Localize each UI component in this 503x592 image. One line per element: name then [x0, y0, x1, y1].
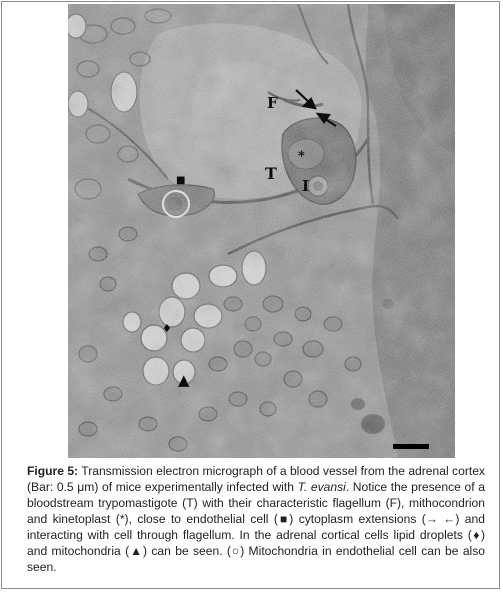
figure-caption	[27, 463, 485, 575]
scale-bar	[393, 444, 429, 449]
label-endothelial-cell: ■	[176, 175, 186, 186]
figure-frame	[1, 1, 500, 589]
label-mitochondria: ▲	[178, 371, 190, 389]
caption-label: Figure 5:	[27, 464, 79, 478]
caption-text-1: Transmission electron micrograph of a blood vessel from the adrenal cortex (Bar: 0.5 μm) of mice experimentally infected with	[27, 464, 485, 494]
label-kinetoplast-marker: I	[302, 177, 310, 195]
caption-species: T. evansi	[297, 480, 346, 494]
label-trypomastigote: T	[265, 164, 277, 183]
caption-text-2: . Notice the presence of a bloodstream trypomastigote (T) with their characteristic flagellum (F), mithocondrion and kinetoplast (*), close to endothelial cell (■) cytoplasm extensions (→ ←) and interacting with cell through flagellum. In the adrenal cortical cells lipid droplets (♦) and mitochondria (▲) can be seen. (○) Mitochondria in endothelial cell can be also seen.	[27, 480, 485, 574]
tem-micrograph	[68, 4, 455, 458]
label-kinetoplast: *	[298, 149, 305, 164]
label-lipid-droplet: ♦	[162, 322, 172, 335]
label-flagellum: F	[267, 94, 278, 112]
